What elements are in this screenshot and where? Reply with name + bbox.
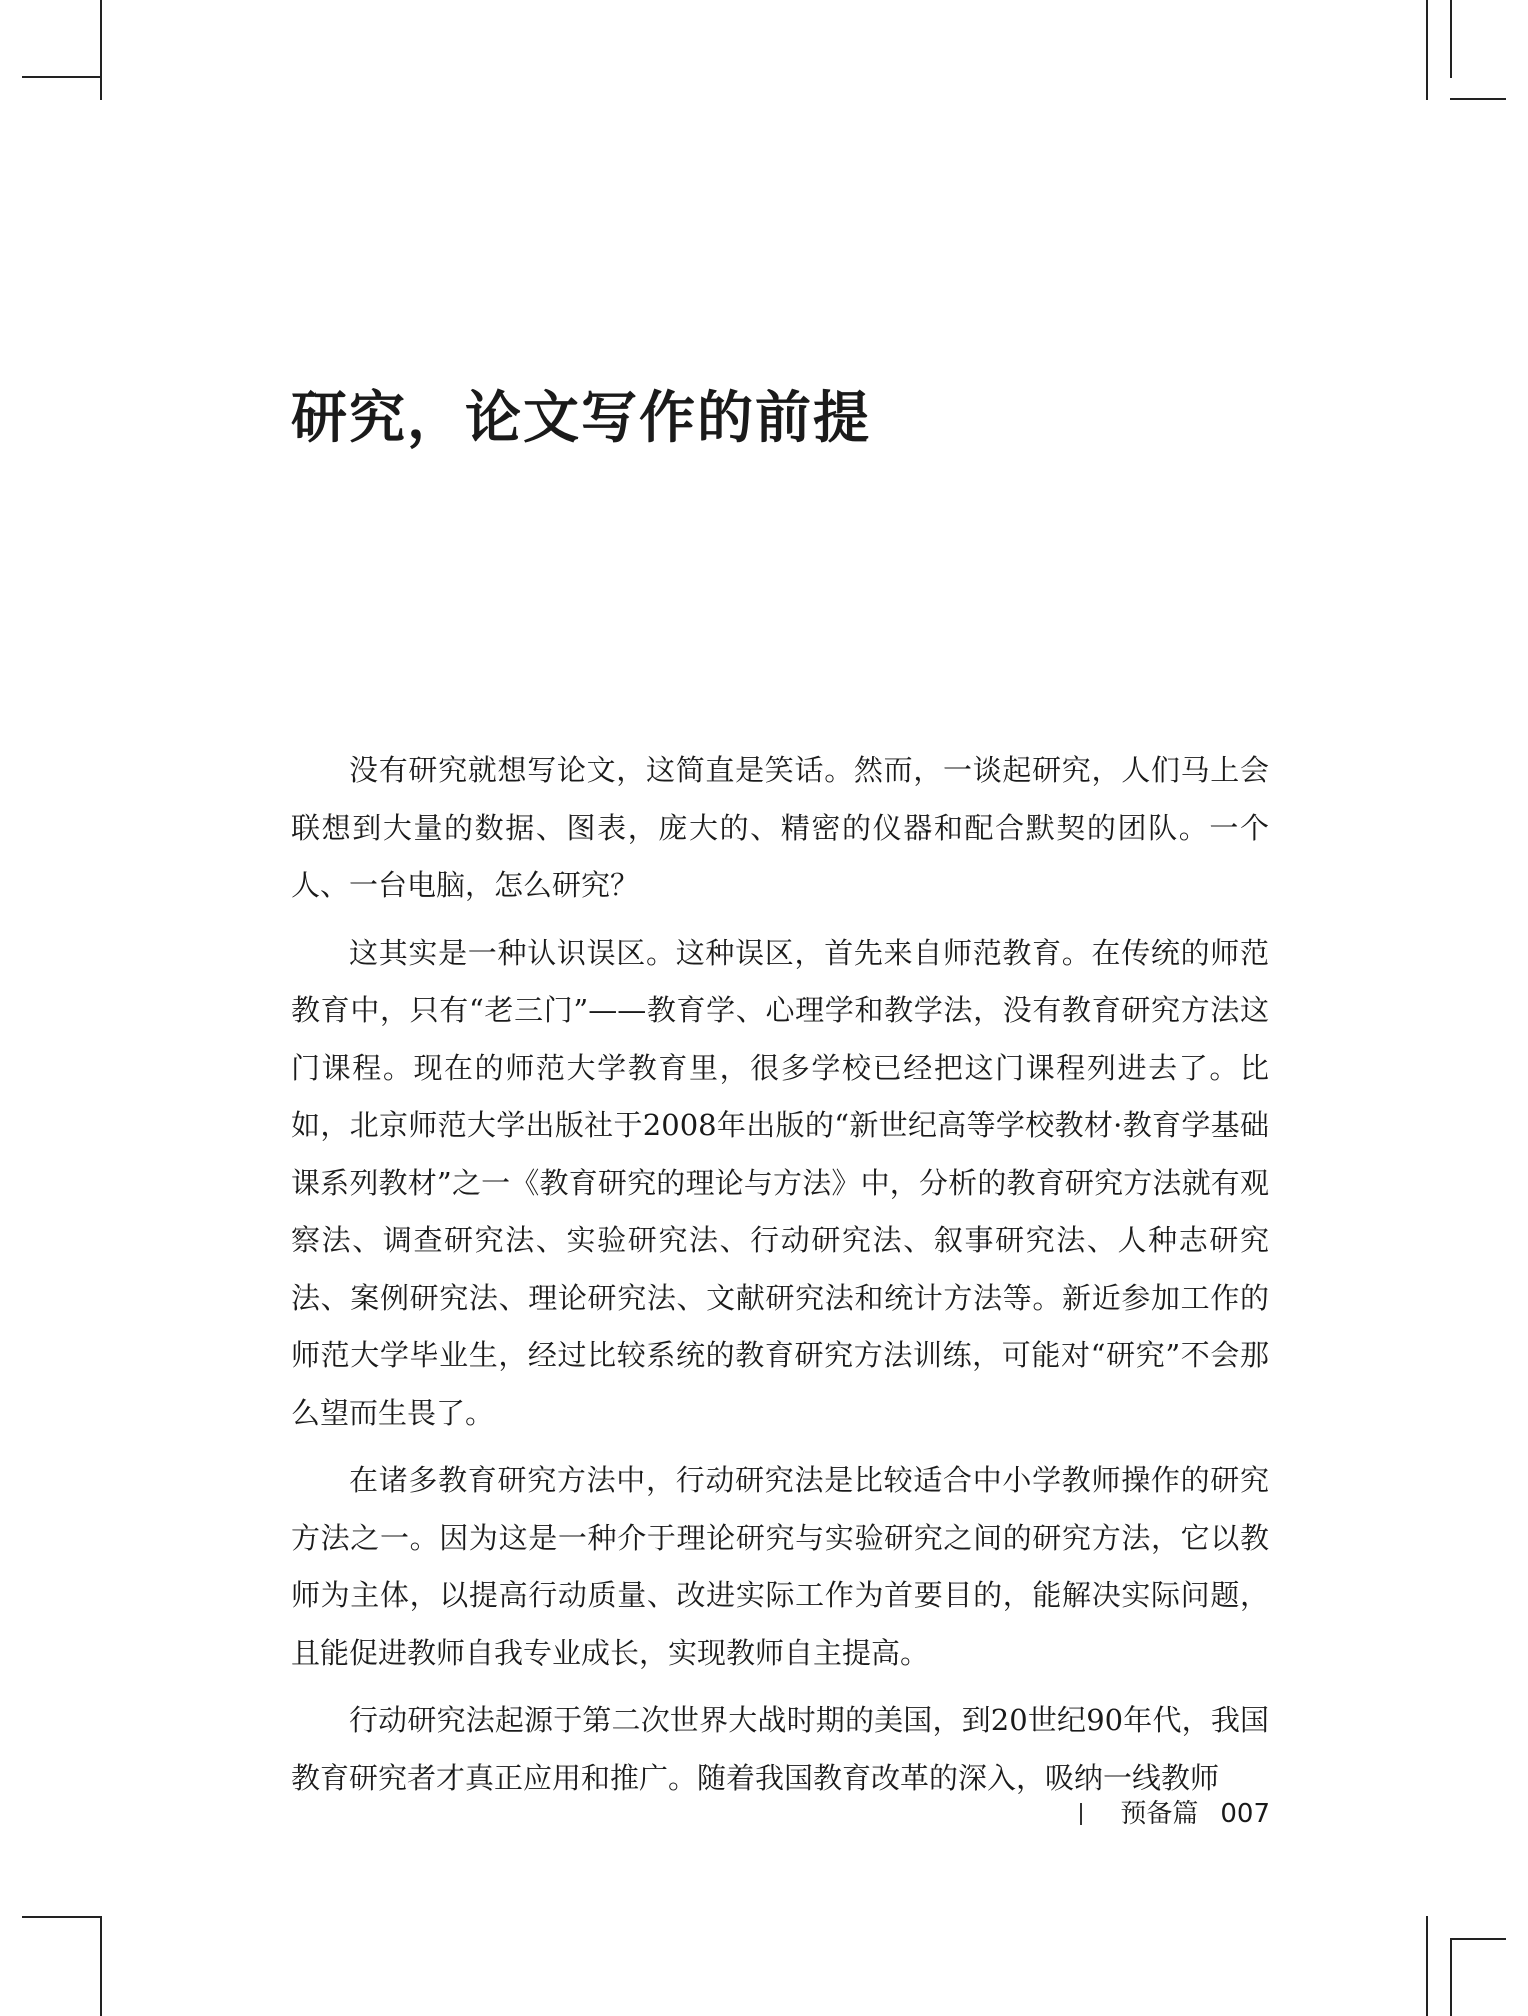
paragraph: 在诸多教育研究方法中，行动研究法是比较适合中小学教师操作的研究方法之一。因为这是一种介于理论研究与实验研究之间的研究方法，它以教师为主体，以提高行动质量、改进实际工作为首要目的，能解决实际问题，且能促进教师自我专业成长，实现教师自主提高。 [291, 1463, 1269, 1670]
body-text [291, 742, 1269, 1817]
crop-mark-top-right-vertical [1426, 0, 1428, 100]
paragraph: 没有研究就想写论文，这简直是笑话。然而，一谈起研究，人们马上会联想到大量的数据、图表，庞大的、精密的仪器和配合默契的团队。一个人、一台电脑，怎么研究？ [291, 753, 1269, 902]
crop-mark-bottom-right-vertical [1450, 1938, 1452, 2016]
chapter-title: 研究，论文写作的前提 [291, 385, 871, 451]
crop-mark-top-left-vertical [100, 0, 102, 100]
crop-mark-top-right-vertical-inner [1450, 0, 1452, 78]
crop-mark-top-left-horizontal [22, 76, 102, 78]
crop-mark-top-right-horizontal [1450, 98, 1506, 100]
crop-mark-bottom-left-vertical [100, 1916, 102, 2016]
crop-mark-bottom-right-vertical-inner [1426, 1916, 1428, 2016]
crop-mark-bottom-right-horizontal [1450, 1938, 1506, 1940]
footer-divider [1080, 1803, 1082, 1825]
paragraph: 行动研究法起源于第二次世界大战时期的美国，到20世纪90年代，我国教育研究者才真正应用和推广。随着我国教育改革的深入，吸纳一线教师 [291, 1703, 1269, 1795]
paragraph: 这其实是一种认识误区。这种误区，首先来自师范教育。在传统的师范教育中，只有“老三门”——教育学、心理学和教学法，没有教育研究方法这门课程。现在的师范大学教育里，很多学校已经把这门课程列进去了。比如，北京师范大学出版社于2008年出版的“新世纪高等学校教材·教育学基础课系列教材”之一《教育研究的理论与方法》中，分析的教育研究方法就有观察法、调查研究法、实验研究法、行动研究法、叙事研究法、人种志研究法、案例研究法、理论研究法、文献研究法和统计方法等。新近参加工作的师范大学毕业生，经过比较系统的教育研究方法训练，可能对“研究”不会那么望而生畏了。 [291, 935, 1269, 1430]
page-footer [1080, 1796, 1270, 1832]
page-number: 007 [1220, 1799, 1270, 1829]
footer-section-label: 预备篇 [1120, 1799, 1199, 1829]
crop-mark-bottom-left-horizontal [22, 1916, 102, 1918]
